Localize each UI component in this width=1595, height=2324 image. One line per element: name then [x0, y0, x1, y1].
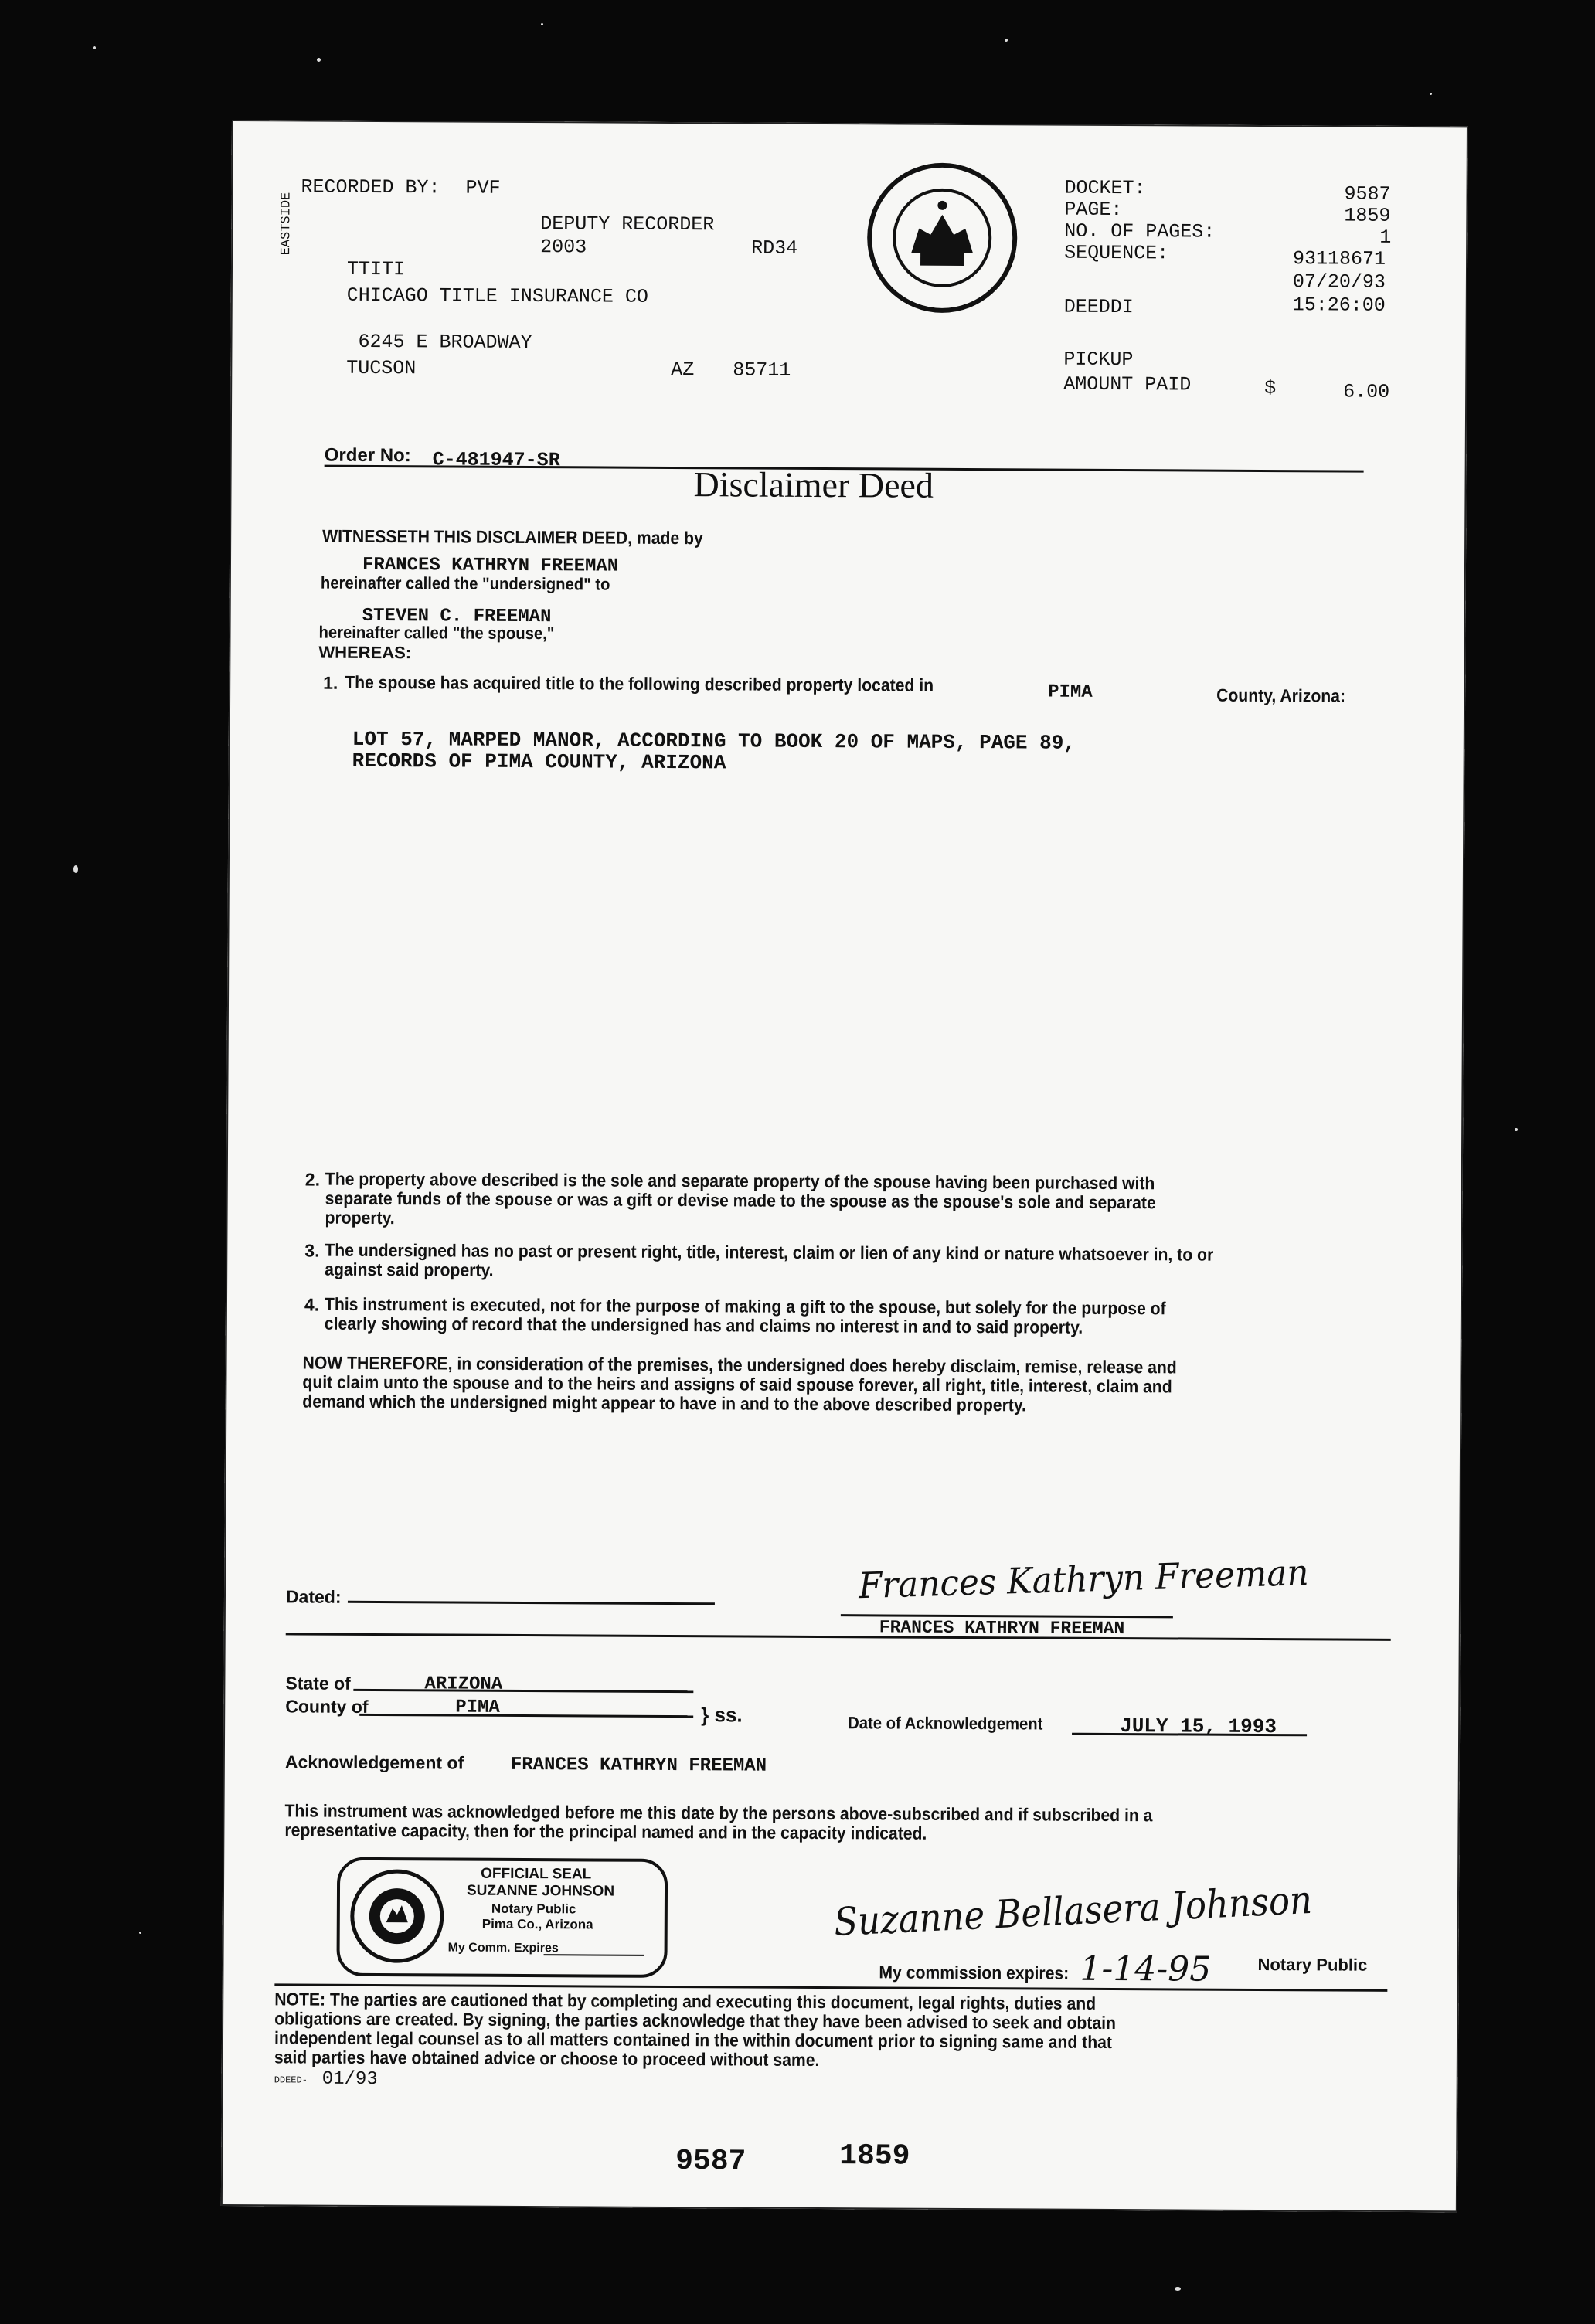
- seal-name: SUZANNE JOHNSON: [466, 1882, 615, 1900]
- county-line: [359, 1714, 693, 1718]
- item2-line2: separate funds of the spouse or was a gift or devise made to the spouse as the spouse's sole and separate: [325, 1187, 1156, 1213]
- seal-expires-line: [544, 1954, 644, 1956]
- legal-line-1: LOT 57, MARPED MANOR, ACCORDING TO BOOK 20 OF MAPS, PAGE 89,: [352, 727, 1076, 755]
- side-label: EASTSIDE: [279, 192, 294, 256]
- amount-paid-label: AMOUNT PAID: [1063, 372, 1192, 396]
- deputy-recorder: DEPUTY RECORDER: [540, 212, 715, 236]
- seal-county: Pima Co., Arizona: [481, 1916, 593, 1932]
- note-line3: independent legal counsel as to all matters contained in the within document prior to signing same and that: [274, 2027, 1113, 2052]
- ack-date-label: Date of Acknowledgement: [848, 1713, 1043, 1734]
- commission-value: 1-14-95: [1080, 1949, 1212, 1989]
- sequence-value: 93118671: [1293, 247, 1386, 270]
- grantor-signature: Frances Kathryn Freeman: [858, 1551, 1310, 1607]
- docket-label: DOCKET:: [1064, 176, 1146, 200]
- item2-number: 2.: [304, 1169, 321, 1190]
- address-line1: 6245 E BROADWAY: [358, 330, 532, 355]
- record-date: 07/20/93: [1292, 270, 1386, 294]
- recorded-by-label: RECORDED BY:: [301, 175, 440, 199]
- company-name: CHICAGO TITLE INSURANCE CO: [346, 284, 648, 308]
- notary-public-label: Notary Public: [1257, 1954, 1368, 1975]
- address-state: AZ: [671, 358, 695, 382]
- seal-expires-label: My Comm. Expires: [447, 1941, 559, 1955]
- county-seal: [865, 160, 1020, 315]
- document-page: [221, 120, 1468, 2212]
- footer-page: 1859: [839, 2139, 910, 2173]
- note-line1: NOTE: The parties are cautioned that by completing and executing this document, legal rights, duties and: [274, 1989, 1097, 2013]
- county-seal-icon: [865, 160, 1020, 315]
- ack-date-value: JULY 15, 1993: [1120, 1714, 1277, 1739]
- seal-title: Notary Public: [491, 1901, 576, 1917]
- amount-paid-value: 6.00: [1343, 380, 1390, 403]
- notary-seal: [336, 1857, 668, 1978]
- docket-value: 9587: [1344, 182, 1391, 206]
- deputy-code-1: 2003: [540, 236, 587, 259]
- state-seal-icon: [349, 1868, 446, 1965]
- dated-label: Dated:: [285, 1586, 342, 1607]
- page-value: 1859: [1344, 204, 1391, 227]
- note-line4: said parties have obtained advice or choose to proceed without same.: [274, 2047, 820, 2071]
- now-therefore-line1: NOW THEREFORE, in consideration of the premises, the undersigned does hereby disclaim, remise, release and: [302, 1352, 1177, 1378]
- party-code: TTITI: [346, 257, 406, 281]
- item1-number: 1.: [323, 672, 338, 693]
- recorded-by-value: PVF: [465, 176, 501, 199]
- ack-body-line1: This instrument was acknowledged before me this date by the persons above-subscribed and if subscribed in a: [284, 1800, 1153, 1826]
- amount-currency: $: [1264, 377, 1277, 400]
- ack-of-value: FRANCES KATHRYN FREEMAN: [510, 1754, 767, 1777]
- item4-line2: clearly showing of record that the undersigned has and claims no interest in and to said property.: [324, 1313, 1083, 1337]
- witnesseth: WITNESSETH THIS DISCLAIMER DEED, made by: [322, 525, 703, 549]
- num-pages-value: 1: [1379, 226, 1392, 249]
- notary-signature: Suzanne Bellasera Johnson: [832, 1877, 1314, 1945]
- state-line: [353, 1689, 693, 1693]
- now-therefore-line3: demand which the undersigned might appear to have in and to the above described property.: [302, 1391, 1027, 1415]
- order-no-value: C-481947-SR: [432, 448, 560, 472]
- order-no-label: Order No:: [324, 444, 411, 467]
- form-code: DDEED-: [274, 2074, 308, 2086]
- address-city: TUCSON: [346, 356, 417, 380]
- note-line2: obligations are created. By signing, the parties acknowledge that they have been advised to seek and obtain: [274, 2008, 1117, 2034]
- item3-number: 3.: [304, 1240, 320, 1261]
- seal-official: OFFICIAL SEAL: [481, 1865, 592, 1883]
- ack-body-line2: representative capacity, then for the principal named and in the capacity indicated.: [284, 1819, 927, 1843]
- ack-of-label: Acknowledgement of: [284, 1751, 464, 1773]
- grantor-name: FRANCES KATHRYN FREEMAN: [362, 554, 619, 577]
- item1-county: PIMA: [1048, 681, 1093, 703]
- state-label: State of: [285, 1673, 351, 1694]
- item1-suffix: County, Arizona:: [1216, 685, 1346, 706]
- item2-line1: The property above described is the sole and separate property of the spouse having been purchased with: [325, 1168, 1155, 1194]
- ss-label: } ss.: [701, 1703, 743, 1727]
- sequence-label: SEQUENCE:: [1064, 241, 1169, 265]
- deed-code: DEEDDI: [1063, 295, 1134, 319]
- county-value: PIMA: [455, 1697, 500, 1718]
- num-pages-label: NO. OF PAGES:: [1064, 219, 1216, 243]
- item3-line2: against said property.: [325, 1259, 494, 1280]
- footer-docket: 9587: [675, 2145, 746, 2179]
- deputy-code-2: RD34: [751, 236, 798, 260]
- pickup-label: PICKUP: [1063, 348, 1134, 372]
- deed-title: Disclaimer Deed: [693, 464, 934, 505]
- dated-line: [348, 1601, 715, 1605]
- record-time: 15:26:00: [1292, 294, 1386, 317]
- item1-text: The spouse has acquired title to the following described property located in: [345, 671, 934, 695]
- page-label: PAGE:: [1064, 198, 1123, 222]
- undersigned-text: hereinafter called the "undersigned" to: [320, 573, 610, 594]
- item4-number: 4.: [304, 1294, 320, 1315]
- grantor-printed-name: FRANCES KATHRYN FREEMAN: [879, 1617, 1125, 1639]
- signature-divider: [286, 1633, 1391, 1640]
- commission-label: My commission expires:: [879, 1962, 1070, 1983]
- state-value: ARIZONA: [424, 1673, 503, 1695]
- spouse-name: STEVEN C. FREEMAN: [362, 605, 552, 628]
- now-therefore-line2: quit claim unto the spouse and to the heirs and assigns of said spouse forever, all right, title, interest, claim and: [302, 1371, 1172, 1397]
- legal-line-2: RECORDS OF PIMA COUNTY, ARIZONA: [352, 749, 726, 775]
- address-zip: 85711: [733, 358, 791, 382]
- whereas: WHEREAS:: [318, 642, 412, 663]
- item4-line1: This instrument is executed, not for the purpose of making a gift to the spouse, but solely for the purpose of: [324, 1293, 1166, 1319]
- spouse-text: hereinafter called "the spouse,": [318, 622, 555, 644]
- item2-line3: property.: [325, 1207, 395, 1228]
- item3-line1: The undersigned has no past or present right, title, interest, claim or lien of any kind or nature whatsoever in, to or: [325, 1239, 1214, 1265]
- county-label: County of: [285, 1696, 369, 1717]
- form-date: 01/93: [321, 2068, 378, 2091]
